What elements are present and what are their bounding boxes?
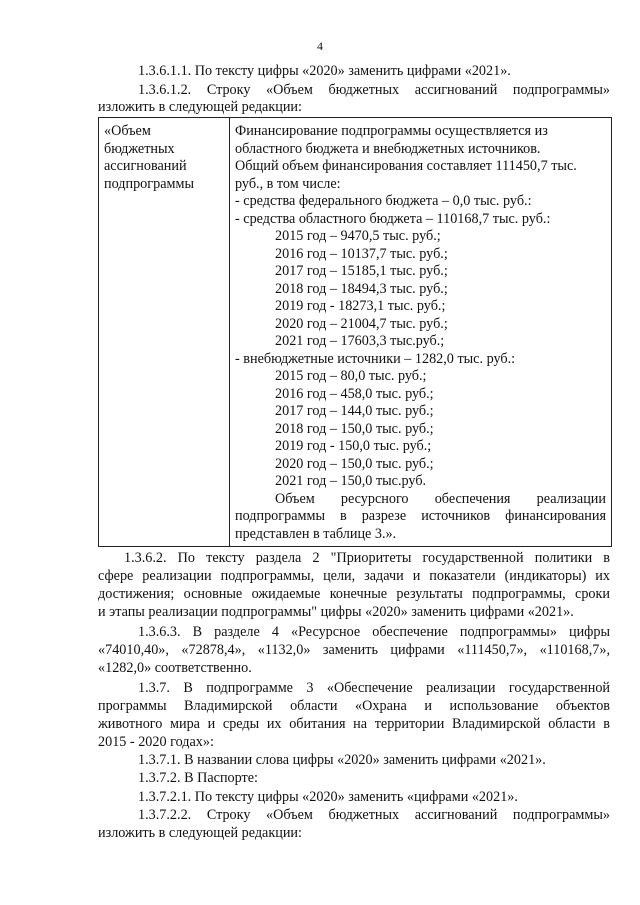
paragraph-1-3-6-3: 1.3.6.3. В разделе 4 «Ресурсное обеспечение подпрограммы» цифры: [138, 624, 610, 640]
paragraph-1-3-6-1-2-cont: изложить в следующей редакции:: [98, 99, 302, 115]
regional-year-line: 2015 год – 9470,5 тыс. руб.;: [275, 228, 441, 244]
extra-budget-label: - внебюджетные источники – 1282,0 тыс. руб.:: [235, 350, 516, 367]
funding-line: Общий объем финансирования составляет 111450,7 тыс.: [235, 158, 577, 174]
paragraph-1-3-7-1: 1.3.7.1. В названии слова цифры «2020» заменить цифрами «2021».: [138, 752, 546, 768]
closing-line: подпрограммы в разрезе источников финансирования: [235, 508, 606, 524]
regional-year-line: 2017 год – 15185,1 тыс. руб.;: [275, 263, 448, 279]
funding-line: Финансирование подпрограммы осуществляется из: [235, 123, 548, 139]
label-line: «Объем: [104, 123, 151, 139]
paragraph-1-3-6-3-cont: «74010,40», «72878,4», «1132,0» заменить цифрами «111450,7», «110168,7»,: [98, 642, 610, 658]
paragraph-1-3-7-cont: 2015 - 2020 годах»:: [98, 734, 214, 750]
funding-line: - средства федерального бюджета – 0,0 тыс. руб.:: [235, 193, 532, 209]
paragraph-1-3-6-2-cont: сфере реализации подпрограммы, цели, задачи и показатели (индикаторы) их: [98, 568, 610, 584]
extra-year-line: 2020 год – 150,0 тыс. руб.;: [275, 455, 434, 472]
paragraph-1-3-6-1-1: 1.3.6.1.1. По тексту цифры «2020» заменить цифрами «2021».: [138, 63, 511, 79]
funding-line: областного бюджета и внебюджетных источников.: [235, 140, 541, 157]
paragraph-1-3-7-2-2-cont: изложить в следующей редакции:: [98, 825, 302, 841]
paragraph-1-3-6-2-cont: достижения; основные ожидаемые конечные результаты подпрограммы, сроки: [98, 586, 610, 602]
table-row-label: [99, 118, 230, 547]
label-line: ассигнований: [104, 158, 187, 174]
extra-year-line: 2019 год - 150,0 тыс. руб.;: [275, 438, 432, 454]
extra-year-line: 2015 год – 80,0 тыс. руб.;: [275, 368, 427, 384]
extra-year-line: 2017 год – 144,0 тыс. руб.;: [275, 403, 434, 419]
extra-year-line: 2018 год – 150,0 тыс. руб.;: [275, 420, 434, 437]
table-row-value: [230, 118, 612, 547]
label-line: подпрограммы: [104, 175, 194, 192]
regional-year-line: 2018 год – 18494,3 тыс. руб.;: [275, 280, 448, 297]
paragraph-1-3-6-2: 1.3.6.2. По тексту раздела 2 "Приоритеты государственной политики в: [124, 550, 610, 566]
regional-year-line: 2019 год - 18273,1 тыс. руб.;: [275, 298, 446, 314]
page-number: 4: [317, 39, 323, 53]
passport-table: [98, 117, 612, 547]
label-line: бюджетных: [104, 140, 175, 157]
paragraph-1-3-7-2-1: 1.3.7.2.1. По тексту цифры «2020» заменить «цифрами «2021».: [138, 789, 518, 805]
paragraph-1-3-7-cont: программы Владимирской области «Охрана и использование объектов: [98, 698, 610, 714]
closing-line: Объем ресурсного обеспечения реализации: [275, 490, 606, 507]
paragraph-1-3-6-3-cont: «1282,0» соответственно.: [98, 660, 252, 676]
paragraph-1-3-7: 1.3.7. В подпрограмме 3 «Обеспечение реализации государственной: [138, 680, 610, 696]
funding-line: руб., в том числе:: [235, 175, 341, 192]
paragraph-1-3-7-cont: животного мира и среды их обитания на территории Владимирской области в: [98, 716, 610, 732]
paragraph-1-3-6-2-cont: и этапы реализации подпрограммы" цифры «2020» заменить цифрами «2021».: [98, 604, 574, 620]
paragraph-1-3-6-1-2: 1.3.6.1.2. Строку «Объем бюджетных ассигнований подпрограммы»: [138, 82, 610, 98]
extra-year-line: 2021 год – 150,0 тыс.руб.: [275, 473, 427, 489]
extra-year-line: 2016 год – 458,0 тыс. руб.;: [275, 385, 434, 402]
regional-year-line: 2016 год – 10137,7 тыс. руб.;: [275, 245, 448, 262]
regional-year-line: 2021 год – 17603,3 тыс.руб.;: [275, 333, 445, 349]
closing-line: представлен в таблице 3.».: [235, 525, 397, 542]
table-row: [99, 118, 612, 547]
paragraph-1-3-7-2: 1.3.7.2. В Паспорте:: [138, 770, 258, 786]
paragraph-1-3-7-2-2: 1.3.7.2.2. Строку «Объем бюджетных ассигнований подпрограммы»: [138, 807, 610, 823]
regional-year-line: 2020 год – 21004,7 тыс. руб.;: [275, 315, 448, 332]
funding-line: - средства областного бюджета – 110168,7 тыс. руб.:: [235, 210, 551, 227]
